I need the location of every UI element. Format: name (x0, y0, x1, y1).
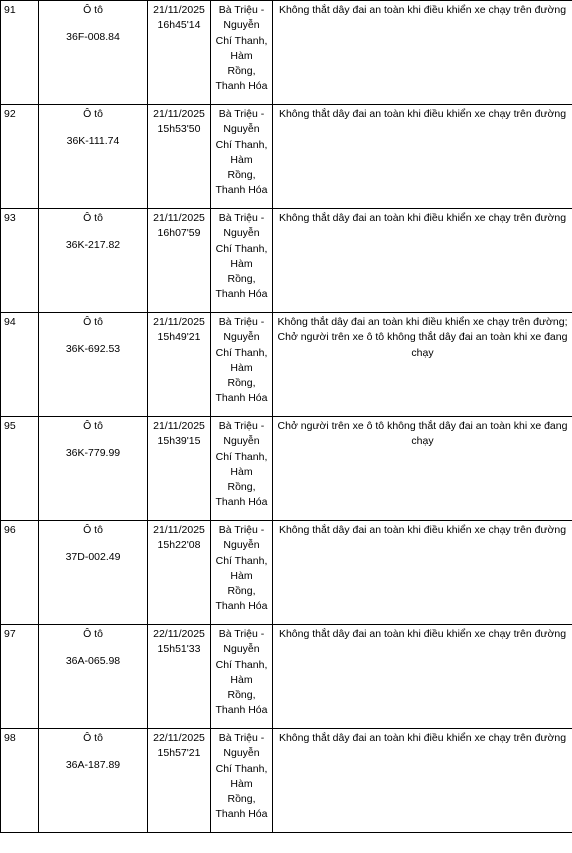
location-cell (211, 1, 273, 105)
location-line: Hàm (230, 153, 253, 166)
violation-description: Chở người trên xe ô tô không thắt dây đai an toàn khi xe đang chạy (277, 331, 568, 359)
row-number: 93 (1, 209, 39, 313)
location-line: Hàm (230, 49, 253, 62)
location-line: Nguyễn (223, 435, 260, 448)
violation-time: 15h53'50 (157, 123, 201, 136)
violation-time-cell (148, 209, 211, 313)
row-number: 94 (1, 313, 39, 417)
location-line: Hàm (230, 465, 253, 478)
location-line: Bà Triệu - (218, 732, 265, 744)
violation-description-cell (273, 209, 572, 313)
table-row (1, 729, 572, 833)
license-plate: 37D-002.49 (65, 551, 121, 564)
vehicle-cell (39, 729, 148, 833)
location-line: Rồng, (227, 65, 256, 78)
license-plate: 36F-008.84 (66, 31, 120, 44)
table-row (1, 313, 572, 417)
location-line: Rồng, (227, 169, 256, 182)
violation-date: 21/11/2025 (153, 420, 205, 432)
vehicle-type: Ô tô (83, 108, 103, 120)
table-row (1, 417, 572, 521)
violation-description-cell (273, 521, 572, 625)
location-line: Bà Triệu - (218, 316, 265, 328)
location-line: Nguyễn (223, 123, 260, 136)
location-line: Rồng, (227, 377, 256, 390)
vehicle-cell (39, 105, 148, 209)
location-cell (211, 729, 273, 833)
violation-description-cell (273, 625, 572, 729)
vehicle-type: Ô tô (83, 524, 103, 536)
violation-description-cell (273, 1, 572, 105)
location-line: Nguyễn (223, 747, 260, 760)
license-plate: 36A-187.89 (65, 759, 121, 772)
violation-time: 15h57'21 (157, 747, 201, 760)
location-line: Thanh Hóa (215, 600, 268, 613)
location-line: Chí Thanh, (215, 554, 268, 567)
location-line: Bà Triệu - (218, 4, 265, 16)
license-plate: 36K-779.99 (65, 447, 121, 460)
vehicle-type: Ô tô (83, 628, 103, 640)
vehicle-cell (39, 1, 148, 105)
location-line: Thanh Hóa (215, 80, 268, 93)
violation-time-cell (148, 521, 211, 625)
violation-date: 21/11/2025 (153, 4, 205, 16)
row-number: 95 (1, 417, 39, 521)
location-line: Thanh Hóa (215, 704, 268, 717)
location-line: Bà Triệu - (218, 524, 265, 536)
location-line: Thanh Hóa (215, 184, 268, 197)
violation-time-cell (148, 417, 211, 521)
location-line: Chí Thanh, (215, 138, 268, 151)
violation-description: Chở người trên xe ô tô không thắt dây đai an toàn khi xe đang chạy (277, 420, 568, 448)
location-line: Chí Thanh, (215, 346, 268, 359)
violation-description-cell (273, 105, 572, 209)
location-line: Rồng, (227, 481, 256, 494)
vehicle-cell (39, 521, 148, 625)
violation-description: Không thắt dây đai an toàn khi điều khiển xe chạy trên đường; (277, 316, 568, 328)
violation-time-cell (148, 729, 211, 833)
vehicle-type: Ô tô (83, 420, 103, 432)
table-row (1, 105, 572, 209)
license-plate: 36K-217.82 (65, 239, 121, 252)
violation-description-cell (273, 313, 572, 417)
table-row (1, 1, 572, 105)
location-cell (211, 105, 273, 209)
violation-date: 22/11/2025 (153, 732, 205, 744)
violation-date: 21/11/2025 (153, 524, 205, 536)
row-number: 92 (1, 105, 39, 209)
violation-description: Không thắt dây đai an toàn khi điều khiển xe chạy trên đường (278, 732, 567, 744)
location-line: Bà Triệu - (218, 108, 265, 120)
violation-time-cell (148, 105, 211, 209)
location-line: Rồng, (227, 793, 256, 806)
violation-time: 15h51'33 (157, 643, 201, 656)
location-line: Thanh Hóa (215, 808, 268, 821)
location-cell (211, 417, 273, 521)
vehicle-type: Ô tô (83, 732, 103, 744)
location-line: Hàm (230, 257, 253, 270)
violation-description-cell (273, 417, 572, 521)
location-line: Chí Thanh, (215, 762, 268, 775)
violation-description: Không thắt dây đai an toàn khi điều khiển xe chạy trên đường (278, 524, 567, 536)
violation-description: Không thắt dây đai an toàn khi điều khiển xe chạy trên đường (278, 108, 567, 120)
violation-description: Không thắt dây đai an toàn khi điều khiển xe chạy trên đường (278, 212, 567, 224)
violation-time: 15h49'21 (157, 331, 201, 344)
location-line: Hàm (230, 569, 253, 582)
violation-date: 21/11/2025 (153, 212, 205, 224)
vehicle-cell (39, 625, 148, 729)
vehicle-type: Ô tô (83, 316, 103, 328)
location-line: Chí Thanh, (215, 658, 268, 671)
row-number: 96 (1, 521, 39, 625)
violation-time-cell (148, 1, 211, 105)
violation-time: 16h45'14 (157, 19, 201, 32)
vehicle-cell (39, 209, 148, 313)
location-line: Rồng, (227, 273, 256, 286)
location-line: Rồng, (227, 585, 256, 598)
vehicle-cell (39, 417, 148, 521)
location-line: Chí Thanh, (215, 242, 268, 255)
location-line: Nguyễn (223, 227, 260, 240)
location-line: Thanh Hóa (215, 288, 268, 301)
location-line: Thanh Hóa (215, 496, 268, 509)
violation-date: 21/11/2025 (153, 108, 205, 120)
violation-time-cell (148, 625, 211, 729)
violation-time-cell (148, 313, 211, 417)
row-number: 97 (1, 625, 39, 729)
license-plate: 36K-692.53 (65, 343, 121, 356)
table-row (1, 521, 572, 625)
row-number: 98 (1, 729, 39, 833)
location-line: Rồng, (227, 689, 256, 702)
location-line: Chí Thanh, (215, 450, 268, 463)
license-plate: 36K-111.74 (66, 135, 120, 148)
vehicle-type: Ô tô (83, 4, 103, 16)
vehicle-cell (39, 313, 148, 417)
location-line: Bà Triệu - (218, 628, 265, 640)
violation-time: 16h07'59 (157, 227, 201, 240)
location-line: Thanh Hóa (215, 392, 268, 405)
location-line: Nguyễn (223, 331, 260, 344)
table-row (1, 625, 572, 729)
violation-date: 21/11/2025 (153, 316, 205, 328)
location-line: Nguyễn (223, 539, 260, 552)
location-line: Bà Triệu - (218, 212, 265, 224)
location-cell (211, 313, 273, 417)
violation-description-cell (273, 729, 572, 833)
violation-time: 15h22'08 (157, 539, 201, 552)
location-line: Nguyễn (223, 19, 260, 32)
location-line: Hàm (230, 777, 253, 790)
location-line: Hàm (230, 673, 253, 686)
row-number: 91 (1, 1, 39, 105)
location-cell (211, 521, 273, 625)
vehicle-type: Ô tô (83, 212, 103, 224)
table-row (1, 209, 572, 313)
violation-time: 15h39'15 (157, 435, 201, 448)
violation-description: Không thắt dây đai an toàn khi điều khiển xe chạy trên đường (278, 628, 567, 640)
location-line: Chí Thanh, (215, 34, 268, 47)
location-line: Bà Triệu - (218, 420, 265, 432)
location-cell (211, 209, 273, 313)
location-line: Hàm (230, 361, 253, 374)
violation-description: Không thắt dây đai an toàn khi điều khiển xe chạy trên đường (278, 4, 567, 16)
location-line: Nguyễn (223, 643, 260, 656)
license-plate: 36A-065.98 (65, 655, 121, 668)
table-body (1, 1, 572, 833)
location-cell (211, 625, 273, 729)
violation-date: 22/11/2025 (153, 628, 205, 640)
